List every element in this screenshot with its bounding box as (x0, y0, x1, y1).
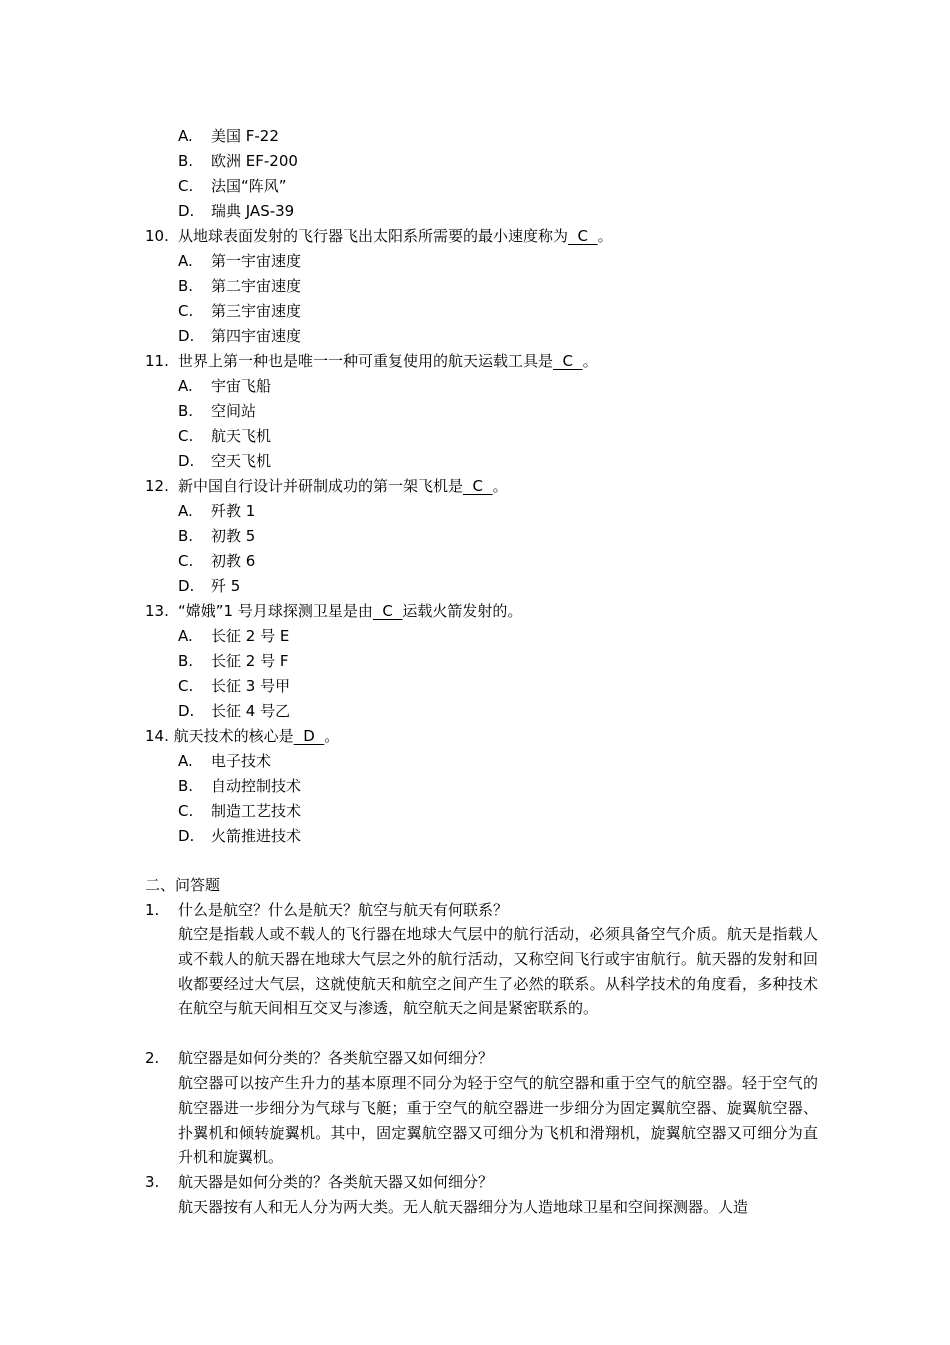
question-text: “嫦娥”1 号月球探测卫星是由 C 运载火箭发射的。 (178, 599, 522, 624)
qa-number: 3. (145, 1173, 160, 1191)
question-text: 世界上第一种也是唯一一种可重复使用的航天运载工具是 C 。 (178, 349, 598, 374)
option-text: 长征 2 号 F (211, 652, 289, 670)
option-row (0, 524, 950, 549)
option-letter: B. (178, 277, 194, 295)
question-number: 14. (145, 727, 169, 745)
qa-question-row (0, 1046, 950, 1071)
question-number: 12. (145, 477, 169, 495)
option-row (0, 124, 950, 149)
qa-answer: 航空器可以按产生升力的基本原理不同分为轻于空气的航空器和重于空气的航空器。轻于空气的航空器进一步细分为气球与飞艇；重于空气的航空器进一步细分为固定翼航空器、旋翼航空器、扑翼机和倾转旋翼机。其中，固定翼航空器又可细分为飞机和滑翔机，旋翼航空器又可细分为直升机和旋翼机。 (178, 1074, 818, 1167)
option-text: 瑞典 JAS-39 (211, 202, 295, 220)
option-text: 美国 F-22 (211, 127, 279, 145)
option-row (0, 624, 950, 649)
option-row (0, 324, 950, 349)
option-text: 航天飞机 (211, 427, 272, 445)
option-text: 长征 2 号 E (211, 627, 290, 645)
option-text: 第四宇宙速度 (211, 327, 302, 345)
option-text: 电子技术 (211, 752, 272, 770)
option-letter: A. (178, 127, 193, 145)
question-text: 14. 航天技术的核心是 D 。 (145, 724, 339, 749)
option-row (0, 749, 950, 774)
option-row (0, 649, 950, 674)
option-text: 歼教 1 (211, 502, 256, 520)
option-row (0, 424, 950, 449)
question-row (0, 474, 950, 499)
qa-question: 航天器是如何分类的？各类航天器又如何细分？ (178, 1173, 494, 1191)
question-text: 新中国自行设计并研制成功的第一架飞机是 C 。 (178, 474, 508, 499)
option-letter: D. (178, 577, 195, 595)
option-letter: B. (178, 777, 194, 795)
option-letter: A. (178, 377, 193, 395)
qa-question-row (0, 898, 950, 923)
option-row (0, 774, 950, 799)
question-text: 从地球表面发射的飞行器飞出太阳系所需要的最小速度称为 C 。 (178, 224, 613, 249)
option-letter: B. (178, 402, 194, 420)
question-number: 13. (145, 602, 169, 620)
option-row (0, 374, 950, 399)
question-row (0, 349, 950, 374)
question-row (0, 599, 950, 624)
option-row (0, 274, 950, 299)
option-letter: C. (178, 177, 194, 195)
answer-blank: C (553, 352, 583, 370)
option-row (0, 699, 950, 724)
qa-answer: 航空是指载人或不载人的飞行器在地球大气层中的航行活动，必须具备空气介质。航天是指载人或不载人的航天器在地球大气层之外的航行活动，又称空间飞行或宇宙航行。航天器的发射和回收都要经过大气层，这就使航天和航空之间产生了必然的联系。从科学技术的角度看，多种技术在航空与航天间相互交叉与渗透，航空航天之间是紧密联系的。 (178, 925, 818, 1018)
answer-blank: C (372, 602, 403, 620)
qa-number: 1. (145, 901, 160, 919)
option-text: 初教 6 (211, 552, 256, 570)
option-letter: D. (178, 702, 195, 720)
option-row (0, 299, 950, 324)
qa-answer: 航天器按有人和无人分为两大类。无人航天器细分为人造地球卫星和空间探测器。人造 (178, 1198, 749, 1216)
option-row (0, 399, 950, 424)
option-text: 歼 5 (211, 577, 241, 595)
option-letter: D. (178, 452, 195, 470)
option-text: 长征 3 号甲 (211, 677, 291, 695)
option-letter: D. (178, 327, 195, 345)
option-text: 第三宇宙速度 (211, 302, 302, 320)
qa-question: 航空器是如何分类的？各类航空器又如何细分？ (178, 1049, 494, 1067)
option-row (0, 199, 950, 224)
qa-question-row (0, 1170, 950, 1195)
qa-number: 2. (145, 1049, 160, 1067)
question-number: 10. (145, 227, 169, 245)
option-letter: B. (178, 527, 194, 545)
option-text: 第一宇宙速度 (211, 252, 302, 270)
option-text: 第二宇宙速度 (211, 277, 302, 295)
option-letter: A. (178, 252, 193, 270)
option-row (0, 549, 950, 574)
answer-blank: D (293, 727, 325, 745)
option-letter: C. (178, 552, 194, 570)
option-text: 法国“阵风” (211, 177, 287, 195)
option-row (0, 249, 950, 274)
option-letter: A. (178, 502, 193, 520)
question-row (0, 724, 950, 749)
question-number: 11. (145, 352, 169, 370)
option-row (0, 574, 950, 599)
option-text: 长征 4 号乙 (211, 702, 291, 720)
option-letter: B. (178, 652, 194, 670)
option-text: 制造工艺技术 (211, 802, 302, 820)
option-row (0, 499, 950, 524)
section-heading: 二、问答题 (145, 876, 221, 894)
option-letter: A. (178, 627, 193, 645)
option-text: 初教 5 (211, 527, 256, 545)
option-letter: C. (178, 802, 194, 820)
option-row (0, 799, 950, 824)
option-letter: B. (178, 152, 194, 170)
question-row (0, 224, 950, 249)
option-letter: D. (178, 202, 195, 220)
option-letter: C. (178, 302, 194, 320)
option-letter: C. (178, 677, 194, 695)
option-letter: D. (178, 827, 195, 845)
option-text: 空天飞机 (211, 452, 272, 470)
option-row (0, 174, 950, 199)
answer-blank: C (568, 227, 598, 245)
option-text: 欧洲 EF-200 (211, 152, 298, 170)
qa-question: 什么是航空？什么是航天？航空与航天有何联系？ (178, 901, 509, 919)
section-heading-row (0, 873, 950, 898)
answer-blank: C (463, 477, 493, 495)
option-row (0, 149, 950, 174)
option-row (0, 449, 950, 474)
option-text: 宇宙飞船 (211, 377, 272, 395)
option-row (0, 824, 950, 849)
option-text: 空间站 (211, 402, 257, 420)
option-text: 自动控制技术 (211, 777, 302, 795)
option-letter: C. (178, 427, 194, 445)
option-letter: A. (178, 752, 193, 770)
option-row (0, 674, 950, 699)
option-text: 火箭推进技术 (211, 827, 302, 845)
